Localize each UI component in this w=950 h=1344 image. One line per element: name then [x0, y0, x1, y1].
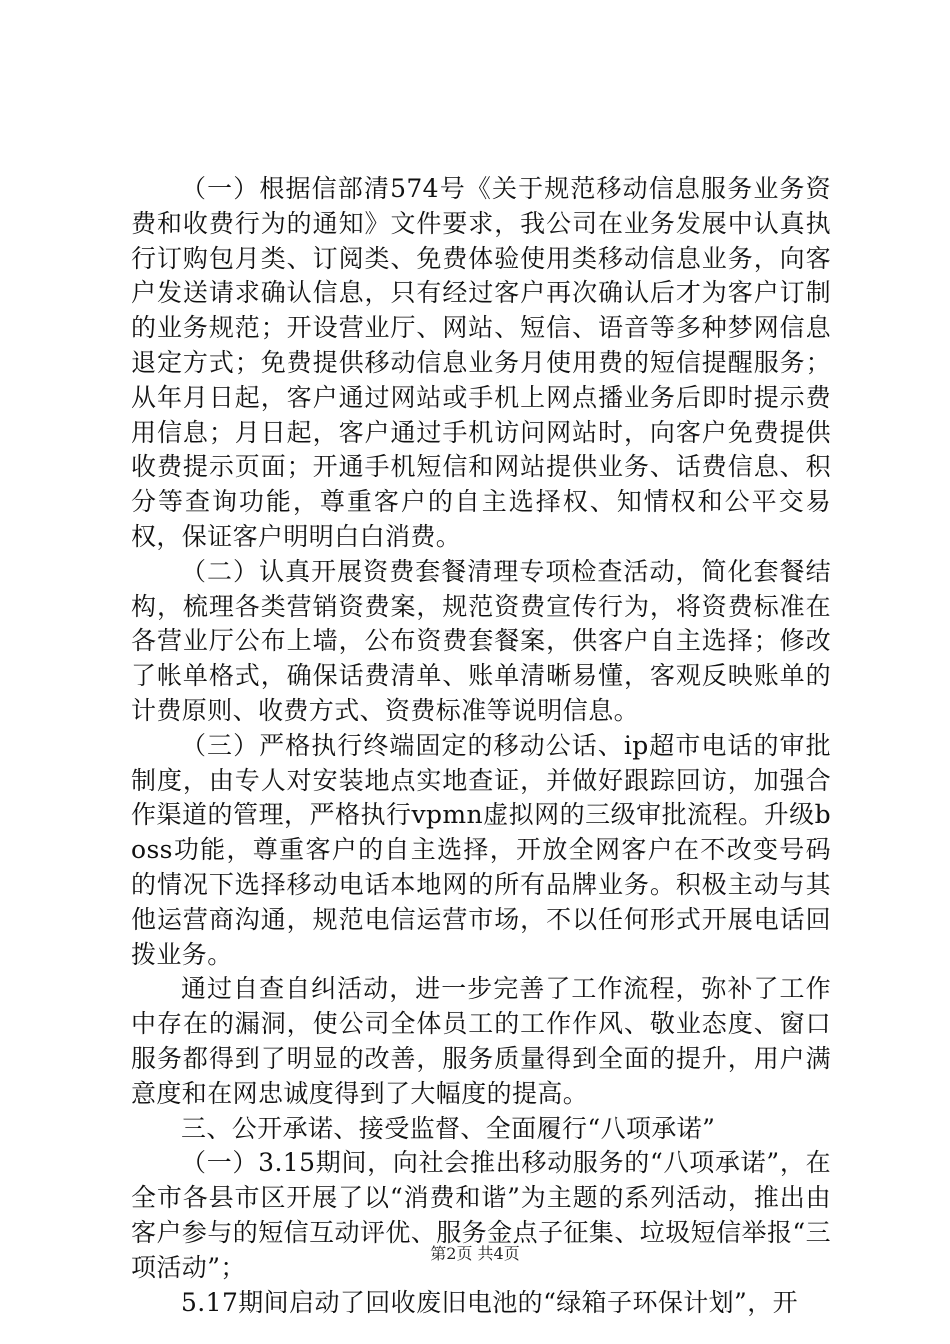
paragraph-green-box-plan: 5.17期间启动了回收废旧电池的“绿箱子环保计划”，开 [181, 1287, 799, 1317]
paragraph-approval-system: （三）严格执行终端固定的移动公话、ip超市电话的审批制度，由专人对安装地点实地查证，并做好跟踪回访，加强合作渠道的管理，严格执行vpmn虚拟网的三级审批流程。升级boss功能，尊重客户的自主选择，开放全网客户在不改变号码的情况下选择移动电话本地网的所有品牌业务。积极主动与其他运营商沟通，规范电信运营市场，不以任何形式开展电话回拨业务。 [131, 730, 831, 969]
paragraph-consumer-day-activities: （一）3.15期间，向社会推出移动服务的“八项承诺”，在全市各县市区开展了以“消费和谐”为主题的系列活动，推出由客户参与的短信互动评优、服务金点子征集、垃圾短信举报“三项活动”； [131, 1148, 831, 1282]
paragraph-package-cleanup: （二）认真开展资费套餐清理专项检查活动，简化套餐结构，梳理各类营销资费案，规范资费宣传行为，将资费标准在各营业厅公布上墙，公布资费套餐案，供客户自主选择；修改了帐单格式，确保话费清单、账单清晰易懂，客观反映账单的计费原则、收费方式、资费标准等说明信息。 [131, 556, 831, 725]
page-number-footer: 第2页 共4页 [430, 1244, 520, 1263]
section-heading-eight-commitments: 三、公开承诺、接受监督、全面履行“八项承诺” [181, 1113, 716, 1143]
paragraph-self-inspection-result: 通过自查自纠活动，进一步完善了工作流程，弥补了工作中存在的漏洞，使公司全体员工的工作作风、敬业态度、窗口服务都得到了明显的改善，服务质量得到全面的提升，用户满意度和在网忠诚度得到了大幅度的提高。 [131, 974, 831, 1108]
document-body [131, 172, 831, 1320]
paragraph-tariff-notice: （一）根据信部清574号《关于规范移动信息服务业务资费和收费行为的通知》文件要求，我公司在业务发展中认真执行订购包月类、订阅类、免费体验使用类移动信息业务，向客户发送请求确认信息，只有经过客户再次确认后才为客户订制的业务规范；开设营业厅、网站、短信、语音等多种梦网信息退定方式；免费提供移动信息业务月使用费的短信提醒服务；从年月日起，客户通过网站或手机上网点播业务后即时提示费用信息；月日起，客户通过手机访问网站时，向客户免费提供收费提示页面；开通手机短信和网站提供业务、话费信息、积分等查询功能，尊重客户的自主选择权、知情权和公平交易权，保证客户明明白白消费。 [131, 174, 831, 551]
